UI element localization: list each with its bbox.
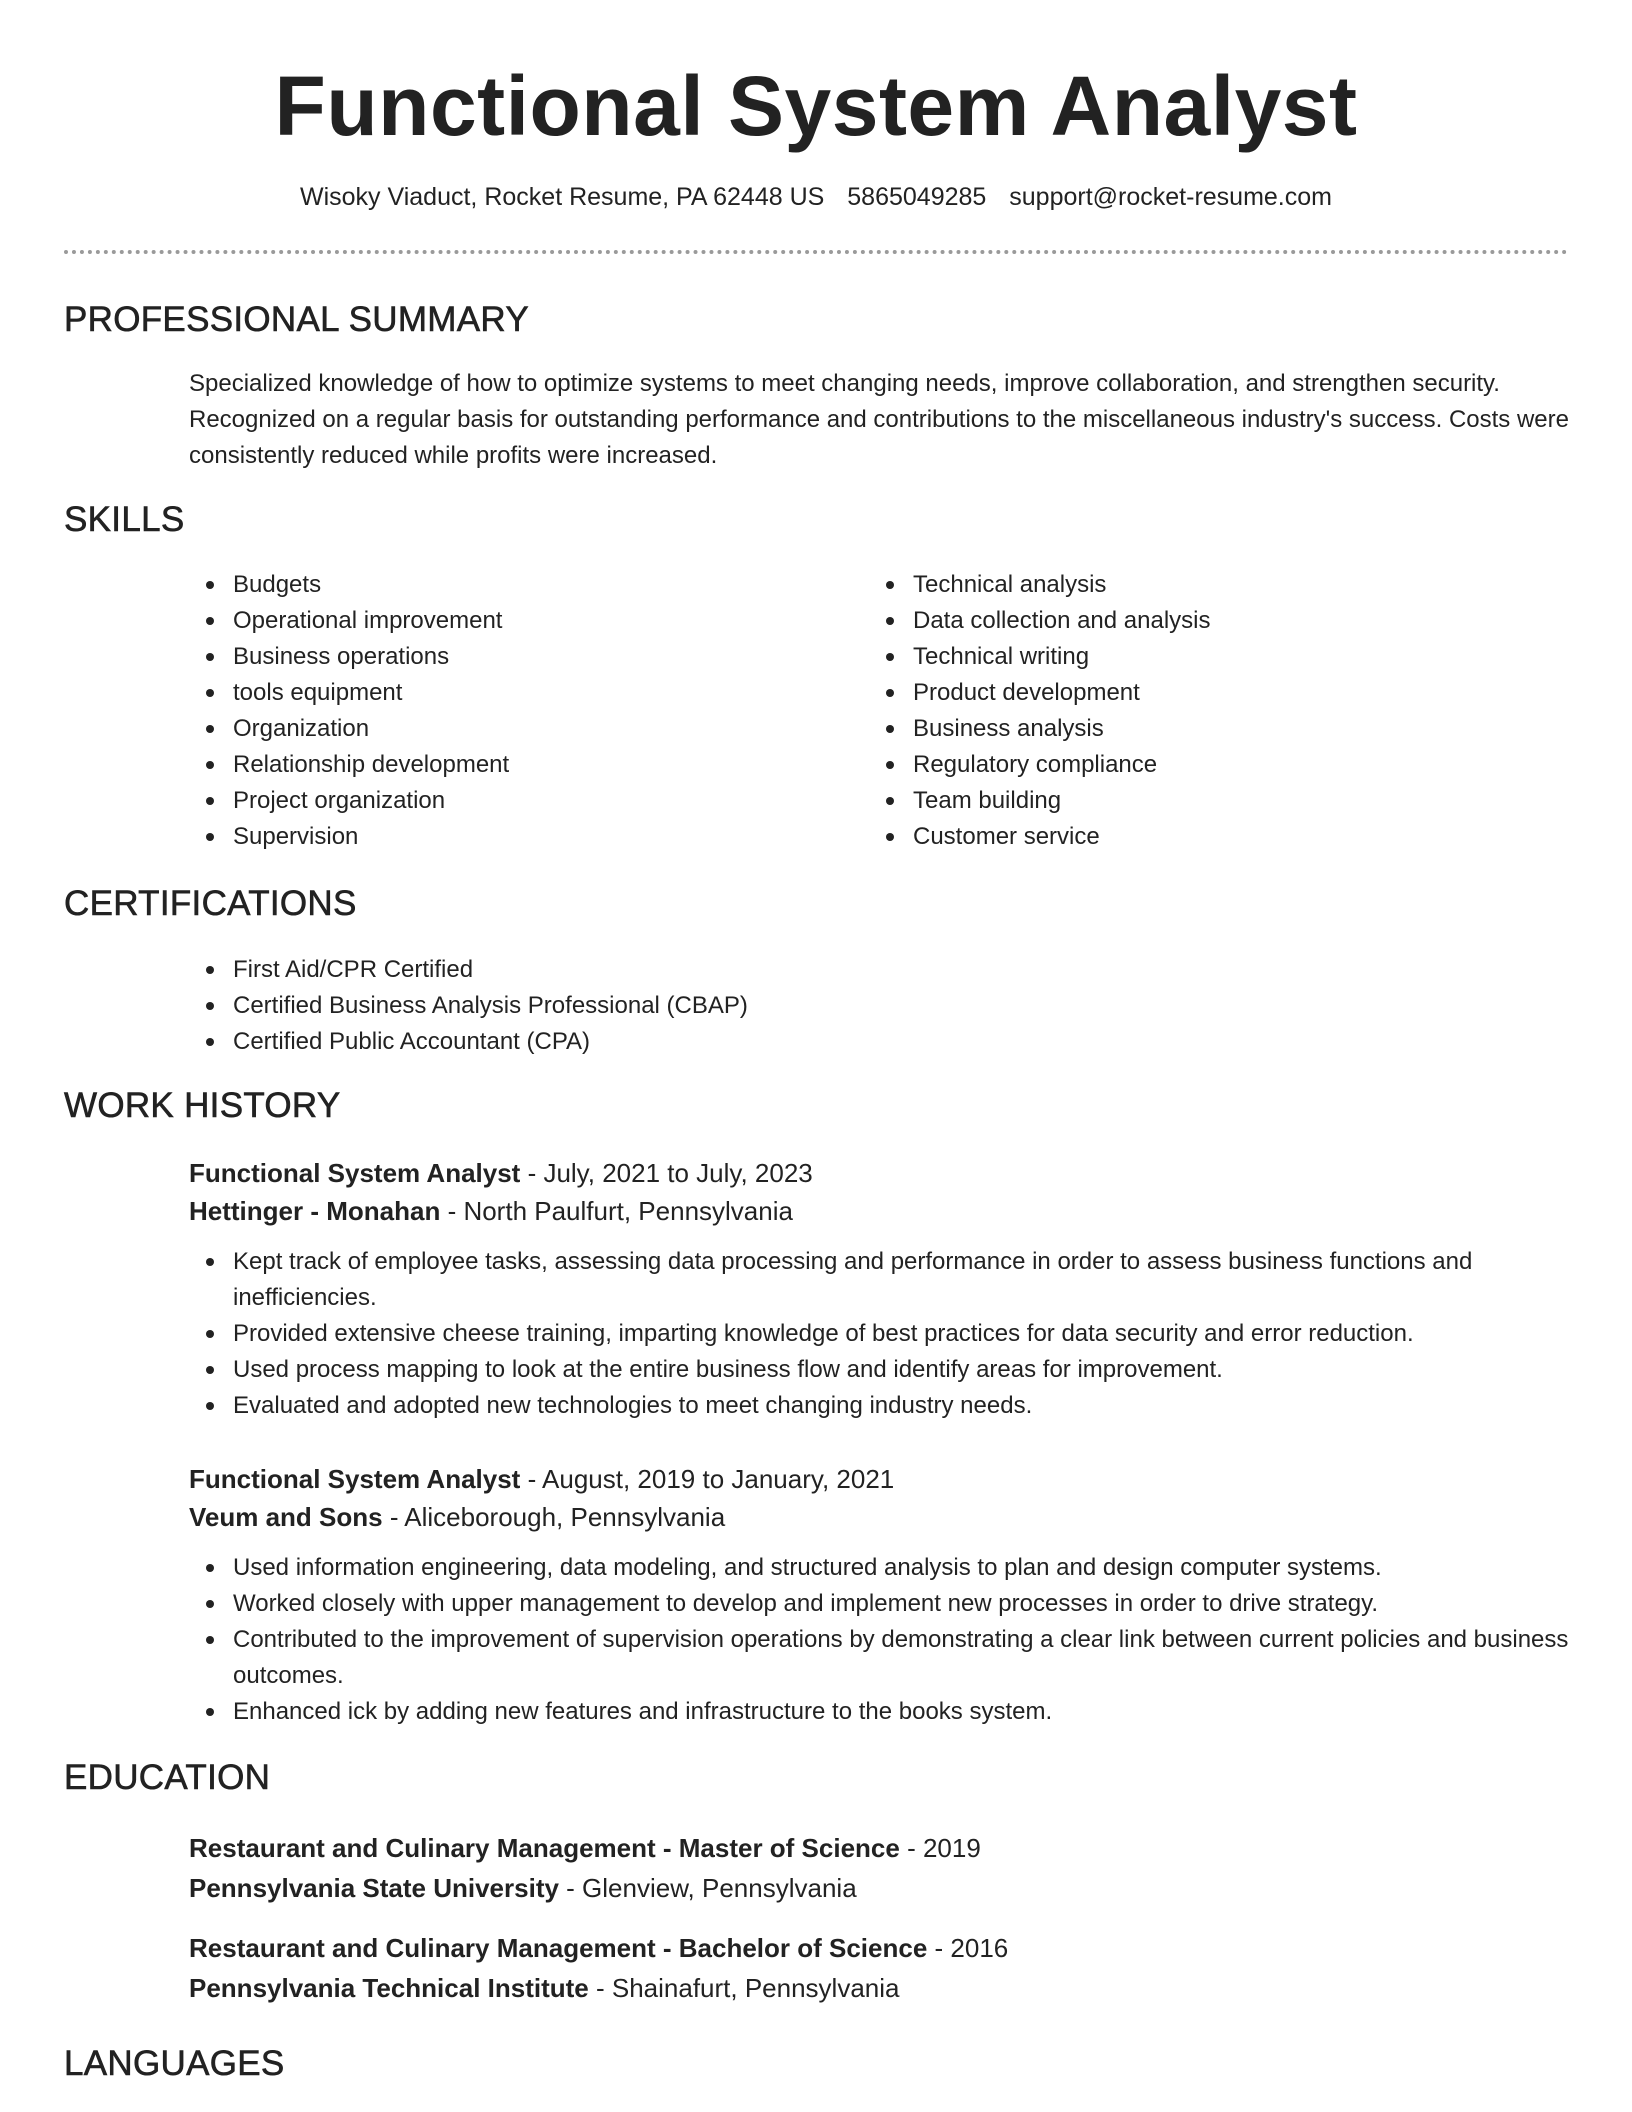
list-item: Data collection and analysis xyxy=(869,603,1509,639)
contact-address: Wisoky Viaduct, Rocket Resume, PA 62448 US xyxy=(300,183,825,211)
list-item: Organization xyxy=(189,711,829,747)
section-title-summary: PROFESSIONAL SUMMARY xyxy=(64,300,529,339)
list-item: Used information engineering, data modeling, and structured analysis to plan and design computer systems. xyxy=(189,1550,1569,1586)
list-item: Budgets xyxy=(189,567,829,603)
education-school: Pennsylvania Technical Institute xyxy=(189,1973,589,2003)
list-item: Operational improvement xyxy=(189,603,829,639)
job-dates: - July, 2021 to July, 2023 xyxy=(520,1158,813,1188)
list-item: Supervision xyxy=(189,819,829,855)
certifications-list xyxy=(189,952,1489,1060)
list-item: Technical analysis xyxy=(869,567,1509,603)
list-item: Customer service xyxy=(869,819,1509,855)
education-entry xyxy=(189,1828,1569,1908)
list-item: tools equipment xyxy=(189,675,829,711)
list-item: Worked closely with upper management to develop and implement new processes in order to drive strategy. xyxy=(189,1586,1569,1622)
list-item: Business analysis xyxy=(869,711,1509,747)
list-item: Contributed to the improvement of supervision operations by demonstrating a clear link between current policies and business outcomes. xyxy=(189,1622,1569,1694)
job-title-line xyxy=(189,1154,1569,1192)
section-title-skills: SKILLS xyxy=(64,500,185,539)
section-title-education: EDUCATION xyxy=(64,1758,271,1797)
job-location: - Aliceborough, Pennsylvania xyxy=(382,1502,726,1532)
list-item: Certified Public Accountant (CPA) xyxy=(189,1024,1489,1060)
education-degree-line xyxy=(189,1928,1569,1968)
education-degree: Restaurant and Culinary Management - Master of Science xyxy=(189,1833,900,1863)
list-item: Relationship development xyxy=(189,747,829,783)
list-item: Business operations xyxy=(189,639,829,675)
header-divider xyxy=(64,250,1568,254)
job-role: Functional System Analyst xyxy=(189,1464,521,1494)
job-location: - North Paulfurt, Pennsylvania xyxy=(440,1196,793,1226)
list-item: Product development xyxy=(869,675,1509,711)
list-item: First Aid/CPR Certified xyxy=(189,952,1489,988)
education-degree-line xyxy=(189,1828,1569,1868)
list-item: Regulatory compliance xyxy=(869,747,1509,783)
skills-list-left xyxy=(189,567,829,855)
education-degree: Restaurant and Culinary Management - Bachelor of Science xyxy=(189,1933,928,1963)
education-school: Pennsylvania State University xyxy=(189,1873,559,1903)
job-role: Functional System Analyst xyxy=(189,1158,521,1188)
education-school-line xyxy=(189,1968,1569,2008)
education-location: - Shainafurt, Pennsylvania xyxy=(588,1973,900,2003)
section-title-certifications: CERTIFICATIONS xyxy=(64,884,357,923)
education-location: - Glenview, Pennsylvania xyxy=(558,1873,857,1903)
skills-list-right xyxy=(869,567,1509,855)
summary-text: Specialized knowledge of how to optimize systems to meet changing needs, improve collaboration, and strengthen security. Recognized on a regular basis for outstanding performance and contributions to the miscellaneous industry's success. Costs were consistently reduced while profits were increased. xyxy=(189,370,1569,469)
job-dates: - August, 2019 to January, 2021 xyxy=(520,1464,895,1494)
list-item: Project organization xyxy=(189,783,829,819)
job-company-line xyxy=(189,1498,1569,1536)
job-entry xyxy=(189,1154,1569,1424)
job-company-line xyxy=(189,1192,1569,1230)
list-item: Enhanced ick by adding new features and infrastructure to the books system. xyxy=(189,1694,1569,1730)
job-entry xyxy=(189,1460,1569,1730)
list-item: Used process mapping to look at the entire business flow and identify areas for improvement. xyxy=(189,1352,1569,1388)
education-entry xyxy=(189,1928,1569,2008)
contact-email: support@rocket-resume.com xyxy=(1009,183,1332,211)
education-year: - 2019 xyxy=(899,1833,981,1863)
list-item: Team building xyxy=(869,783,1509,819)
job-bullets xyxy=(189,1244,1569,1424)
list-item: Certified Business Analysis Professional (CBAP) xyxy=(189,988,1489,1024)
list-item: Kept track of employee tasks, assessing data processing and performance in order to assess business functions and inefficiencies. xyxy=(189,1244,1569,1316)
list-item: Evaluated and adopted new technologies to meet changing industry needs. xyxy=(189,1388,1569,1424)
education-year: - 2016 xyxy=(927,1933,1009,1963)
list-item: Provided extensive cheese training, imparting knowledge of best practices for data security and error reduction. xyxy=(189,1316,1569,1352)
section-title-languages: LANGUAGES xyxy=(64,2044,285,2083)
list-item: Technical writing xyxy=(869,639,1509,675)
job-company: Hettinger - Monahan xyxy=(189,1196,441,1226)
candidate-name: Functional System Analyst xyxy=(274,59,1358,153)
contact-line xyxy=(0,180,1632,214)
job-bullets xyxy=(189,1550,1569,1730)
job-title-line xyxy=(189,1460,1569,1498)
section-title-work-history: WORK HISTORY xyxy=(64,1086,341,1125)
education-school-line xyxy=(189,1868,1569,1908)
job-company: Veum and Sons xyxy=(189,1502,383,1532)
contact-phone: 5865049285 xyxy=(847,183,987,211)
